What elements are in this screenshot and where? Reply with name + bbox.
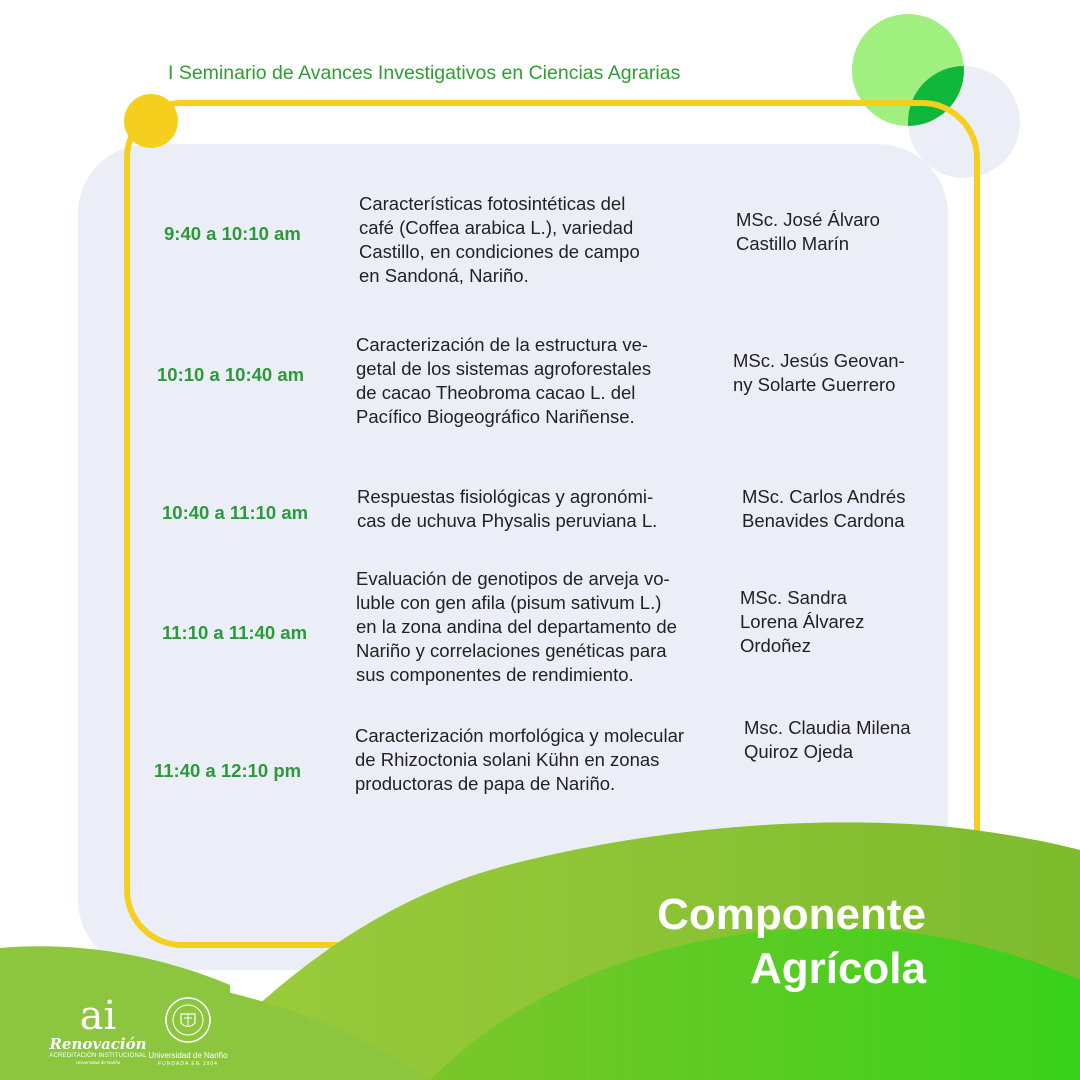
session-speaker: MSc. Carlos Andrés Benavides Cardona [742, 486, 906, 531]
session-time: 11:10 a 11:40 am [162, 622, 308, 643]
session-topic: Evaluación de genotipos de arveja vo- luble con gen afila (pisum sativum L.) en la zona andina del departamento de Nariño y correlaciones genéticas para sus componentes de rendimiento. [356, 568, 677, 685]
university-seal-icon [164, 996, 212, 1044]
session-time: 11:40 a 12:10 pm [154, 760, 302, 781]
session-time: 9:40 a 10:10 am [164, 223, 301, 244]
session-speaker: MSc. José Álvaro Castillo Marín [736, 209, 880, 254]
acreditacion-logo: ai Renovación ACREDITACIÓN INSTITUCIONAL Universidad de Nariño [49, 993, 147, 1065]
session-time: 10:10 a 10:40 am [157, 364, 305, 385]
session-topic: Caracterización morfológica y molecular de Rhizoctonia solani Kühn en zonas productoras de papa de Nariño. [355, 725, 685, 794]
session-speaker: MSc. Jesús Geovan- ny Solarte Guerrero [733, 350, 905, 395]
session-topic: Respuestas fisiológicas y agronómi- cas de uchuva Physalis peruviana L. [357, 486, 658, 531]
component-heading: Componente Agrícola [657, 890, 926, 993]
session-speaker: MSc. Sandra Lorena Álvarez Ordoñez [740, 587, 865, 656]
session-topic: Caracterización de la estructura ve- getal de los sistemas agroforestales de cacao Theobroma cacao L. del Pacífico Biogeográfico Nariñense. [356, 334, 652, 427]
university-logo: Universidad de Nariño FUNDADA EN 1904 [146, 996, 230, 1068]
session-speaker: Msc. Claudia Milena Quiroz Ojeda [744, 717, 911, 762]
seminar-title: I Seminario de Avances Investigativos en Ciencias Agrarias [168, 62, 681, 84]
session-topic: Características fotosintéticas del café (Coffea arabica L.), variedad Castillo, en condiciones de campo en Sandoná, Nariño. [359, 193, 640, 286]
session-time: 10:40 a 11:10 am [162, 502, 309, 523]
